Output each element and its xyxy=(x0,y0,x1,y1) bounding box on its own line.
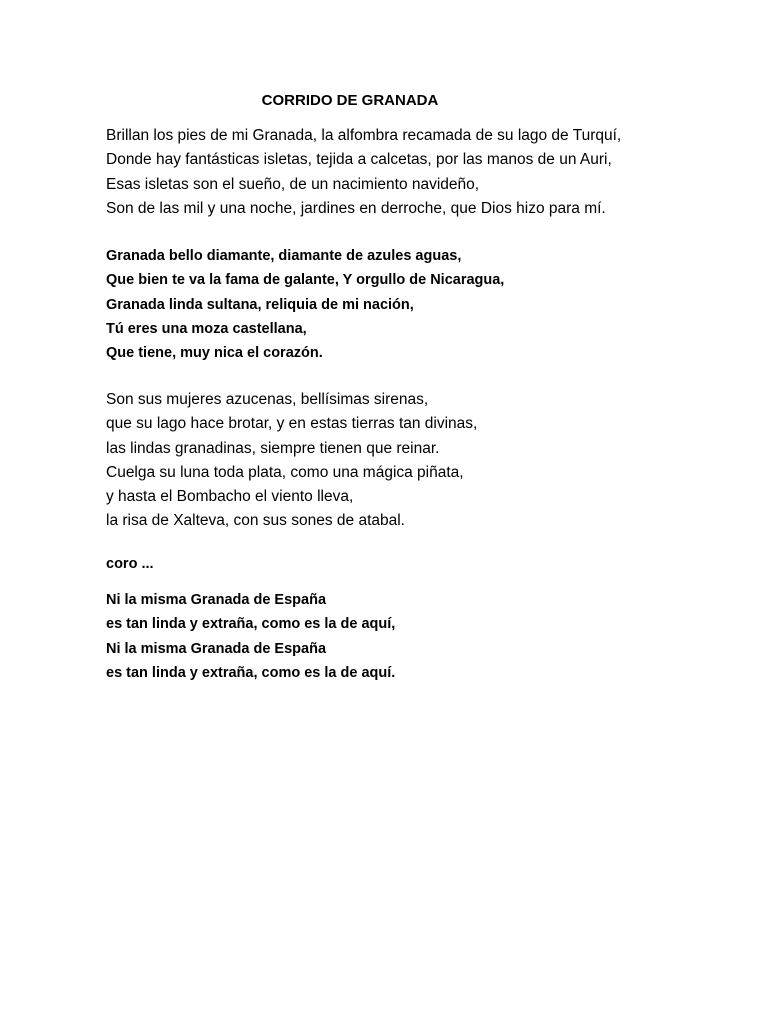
stanza-line: Tú eres una moza castellana, xyxy=(106,320,307,337)
stanza-line: es tan linda y extraña, como es la de aquí. xyxy=(106,664,396,681)
stanza-4 xyxy=(106,588,746,685)
stanza-line: Esas isletas son el sueño, de un nacimiento navideño, xyxy=(106,175,480,193)
chorus-label: coro ... xyxy=(106,556,154,572)
stanza-line: Son sus mujeres azucenas, bellísimas sirenas, xyxy=(106,391,429,408)
stanza-line: Que bien te va la fama de galante, Y orgullo de Nicaragua, xyxy=(106,272,505,289)
song-title: CORRIDO DE GRANADA xyxy=(261,92,439,109)
stanza-3 xyxy=(106,388,746,534)
stanza-line: Granada linda sultana, reliquia de mi nación, xyxy=(106,296,414,313)
stanza-line: Granada bello diamante, diamante de azules aguas, xyxy=(106,248,462,264)
stanza-line: es tan linda y extraña, como es la de aquí, xyxy=(106,616,396,633)
stanza-line: las lindas granadinas, siempre tienen que reinar. xyxy=(106,439,440,457)
stanza-line: Donde hay fantásticas isletas, tejida a calcetas, por las manos de un Auri, xyxy=(106,151,612,169)
stanza-2 xyxy=(106,244,746,365)
stanza-line: Ni la misma Granada de España xyxy=(106,640,327,657)
stanza-line: Cuelga su luna toda plata, como una mágica piñata, xyxy=(106,463,464,481)
stanza-line: la risa de Xalteva, con sus sones de atabal. xyxy=(106,512,405,530)
stanza-line: Ni la misma Granada de España xyxy=(106,592,327,608)
stanza-line: que su lago hace brotar, y en estas tierras tan divinas, xyxy=(106,415,478,433)
stanza-line: Brillan los pies de mi Granada, la alfombra recamada de su lago de Turquí, xyxy=(106,127,622,144)
stanza-line: y hasta el Bombacho el viento lleva, xyxy=(106,488,354,506)
stanza-line: Son de las mil y una noche, jardines en derroche, que Dios hizo para mí. xyxy=(106,199,606,217)
stanza-1 xyxy=(106,124,746,221)
stanza-line: Que tiene, muy nica el corazón. xyxy=(106,345,323,362)
